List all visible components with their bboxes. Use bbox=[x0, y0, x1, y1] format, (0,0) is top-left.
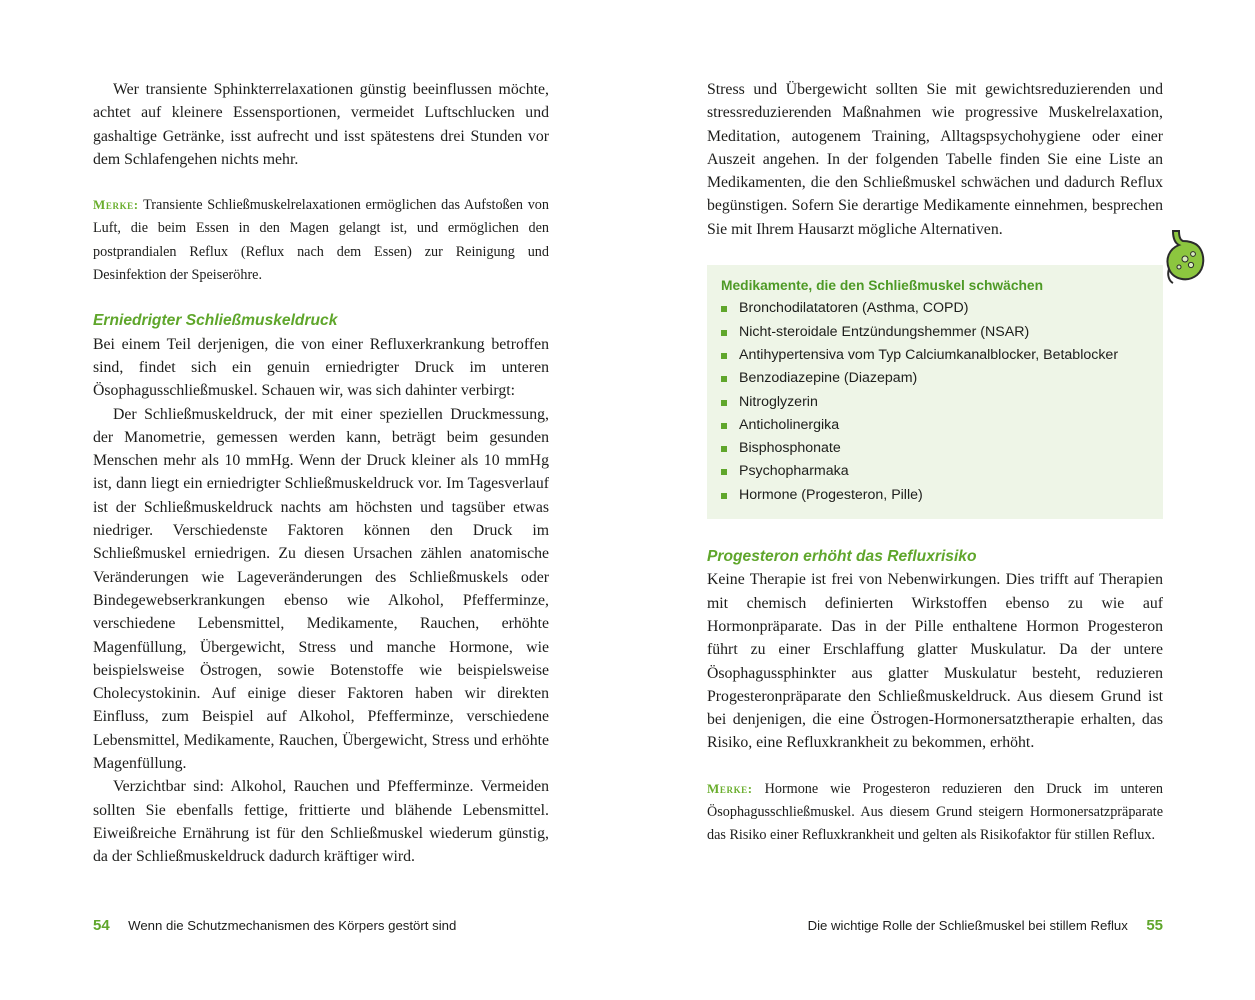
right-column bbox=[707, 78, 1163, 848]
medication-list bbox=[721, 297, 1149, 507]
left-paragraph-1: Wer transiente Sphinkterrelaxationen günstig beeinflussen möchte, achtet auf kleinere Essensportionen, vermeidet Luftschlucken und gashaltige Getränke, isst aufrecht und isst spätestens drei Stunden vor dem Schlafengehen nichts mehr. bbox=[93, 81, 549, 168]
left-paragraph-2: Bei einem Teil derjenigen, die von einer Refluxerkrankung betroffen sind, findet sich ein genuin erniedrigter Druck im unteren Ösophagusschließmuskel. Schauen wir, was sich dahinter verbirgt: bbox=[93, 335, 549, 400]
page-number-left: 54 bbox=[93, 917, 110, 934]
merke-text: Transiente Schließmuskelrelaxationen ermöglichen das Aufstoßen von Luft, die beim Essen in den Magen gelangt ist, und ermöglichen den postprandialen Reflux (Reflux nach dem Essen) zur Reinigung und Desinfektion der Speiseröhre. bbox=[93, 197, 549, 284]
merke-note-2 bbox=[707, 777, 1163, 848]
running-title-left: Wenn die Schutzmechanismen des Körpers gestört sind bbox=[128, 918, 457, 933]
left-column bbox=[93, 78, 549, 869]
list-item: Bronchodilatatoren (Asthma, COPD) bbox=[721, 297, 1149, 320]
right-paragraph-2: Keine Therapie ist frei von Nebenwirkungen. Dies trifft auf Therapien mit chemisch definierten Wirkstoffen ebenso zu wie auf Hormonpräparate. Das in der Pille enthaltene Hormon Progesteron führt zu einer Erschlaffung glatter Muskulatur. Da der untere Ösophagussphinkter aus glatter Muskulatur besteht, reduzieren Progesteronpräparate den Schließmuskeldruck. Aus diesem Grund ist bei denjenigen, die eine Östrogen-Hormonersatztherapie erhalten, das Risiko, eine Refluxkrankheit zu bekommen, erhöht. bbox=[707, 571, 1163, 752]
merke-text: Hormone wie Progesteron reduzieren den Druck im unteren Ösophagusschließmuskel. Aus diesem Grund steigern Hormonersatzpräparate das Risiko einer Refluxkrankheit und gelten als Risikofaktor für stillen Reflux. bbox=[707, 780, 1163, 844]
left-footer bbox=[93, 917, 456, 939]
list-item: Psychopharmaka bbox=[721, 460, 1149, 483]
list-item: Anticholinergika bbox=[721, 414, 1149, 437]
list-item: Benzodiazepine (Diazepam) bbox=[721, 367, 1149, 390]
subheading-erniedrigter: Erniedrigter Schließmuskeldruck bbox=[93, 312, 338, 330]
merke-label: Merke: bbox=[707, 780, 753, 796]
infobox-title: Medikamente, die den Schließmuskel schwächen bbox=[721, 278, 1044, 294]
list-item: Antihypertensiva vom Typ Calciumkanalblocker, Betablocker bbox=[721, 344, 1149, 367]
list-item: Bisphosphonate bbox=[721, 437, 1149, 460]
right-paragraph-1: Stress und Übergewicht sollten Sie mit gewichtsreduzierenden und stressreduzierenden Maßnahmen wie progressive Muskelrelaxation, Meditation, autogenem Training, Alltagspsychohygiene oder einer Auszeit angehen. In der folgenden Tabelle finden Sie eine Liste an Medikamenten, die den Schließmuskel schwächen und dadurch Reflux begünstigen. Sofern Sie derartige Medikamente einnehmen, besprechen Sie mit Ihrem Hausarzt mögliche Alternativen. bbox=[707, 81, 1163, 238]
stomach-icon bbox=[1163, 229, 1207, 285]
right-page bbox=[627, 0, 1255, 1000]
list-item: Nitroglyzerin bbox=[721, 391, 1149, 414]
subheading-progesteron: Progesteron erhöht das Refluxrisiko bbox=[707, 548, 977, 566]
running-title-right: Die wichtige Rolle der Schließmuskel bei stillem Reflux bbox=[807, 918, 1128, 933]
page-number-right: 55 bbox=[1146, 917, 1163, 934]
list-item: Nicht-steroidale Entzündungshemmer (NSAR) bbox=[721, 321, 1149, 344]
right-footer bbox=[808, 917, 1163, 939]
left-paragraph-4: Verzichtbar sind: Alkohol, Rauchen und Pfefferminze. Vermeiden sollten Sie ebenfalls fettige, frittierte und blähende Lebensmittel. Eiweißreiche Ernährung ist für den Schließmuskel wiederum günstig, da der Schließmuskeldruck dadurch kräftiger wird. bbox=[93, 778, 549, 866]
medication-infobox bbox=[707, 265, 1163, 519]
list-item: Hormone (Progesteron, Pille) bbox=[721, 484, 1149, 507]
merke-label: Merke: bbox=[93, 197, 139, 213]
left-page bbox=[0, 0, 627, 1000]
merke-note-1 bbox=[93, 193, 549, 287]
left-paragraph-3: Der Schließmuskeldruck, der mit einer speziellen Druckmessung, der Manometrie, gemessen werden kann, beträgt beim gesunden Menschen mehr als 10 mmHg. Wenn der Druck kleiner als 10 mmHg ist, dann liegt ein erniedrigter Schließmuskeldruck vor. Im Tagesverlauf ist der Schließmuskeldruck nachts am höchsten und tagsüber etwas niedriger. Verschiedenste Faktoren können den Druck im Schließmuskel erniedrigen. Zu diesen Ursachen zählen anatomische Veränderungen wie Lageveränderungen des Schließmuskels oder Bindegewebserkrankungen ebenso wie Alkohol, Pfefferminze, verschiedene Lebensmittel, Medikamente, Rauchen, erhöhte Magenfüllung, Übergewicht, Stress und manche Hormone, wie beispielsweise Östrogen, sowie Botenstoffe wie beispielsweise Cholecystokinin. Auf einige dieser Faktoren haben wir direkten Einfluss, zum Beispiel auf Alkohol, Pfefferminze, verschiedene Lebensmittel, Medikamente, Rauchen, Übergewicht, Stress und erhöhte Magenfüllung. bbox=[93, 405, 549, 773]
